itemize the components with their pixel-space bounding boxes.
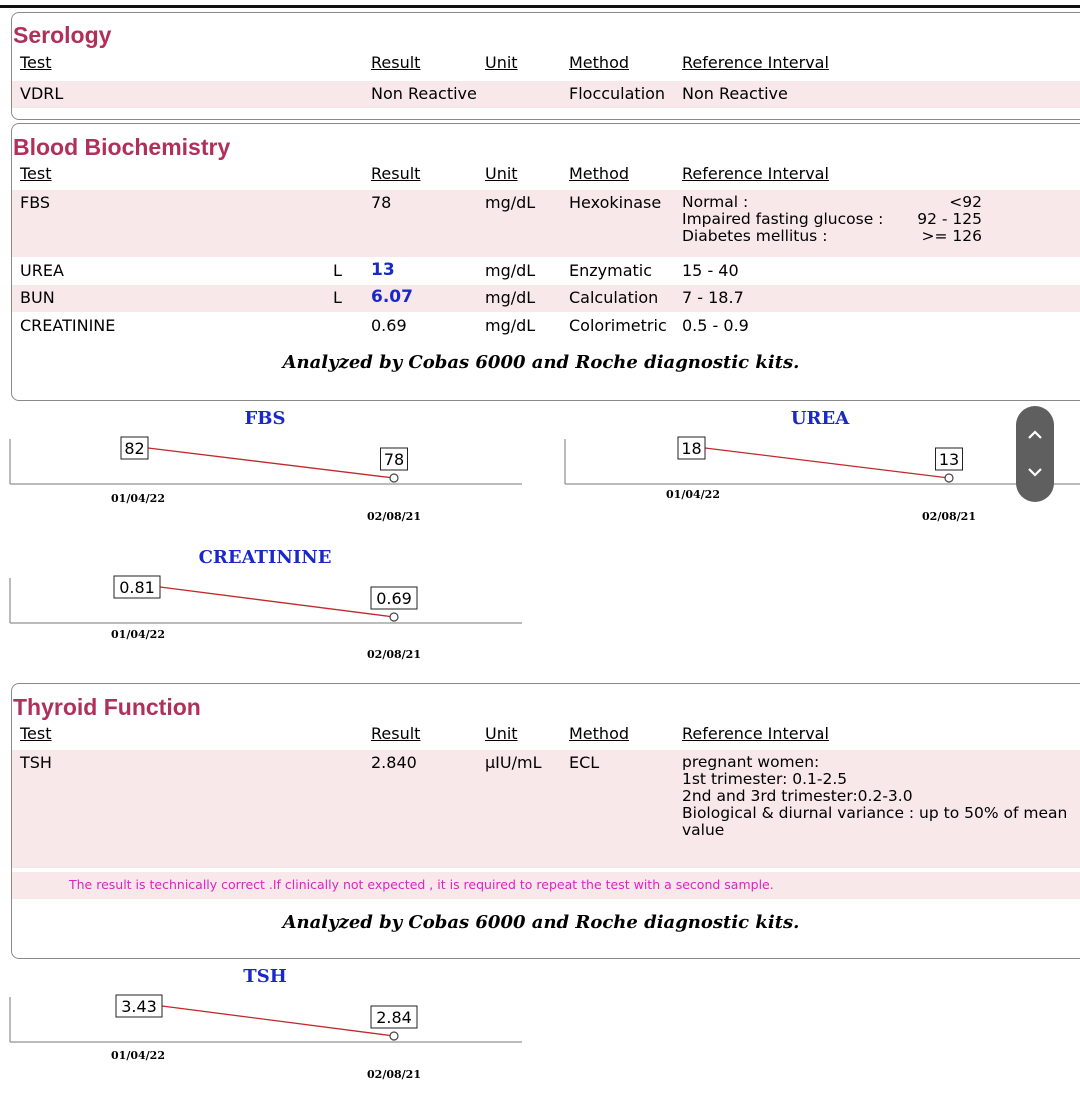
value-label: 0.81: [119, 578, 155, 597]
ref-label: Diabetes mellitus :: [682, 227, 828, 245]
value-label: 82: [124, 439, 145, 458]
analyzer-footer: Analyzed by Cobas 6000 and Roche diagnostic kits.: [282, 912, 800, 933]
chart-title: CREATININE: [198, 547, 332, 568]
tsh-trend-chart: [0, 962, 530, 1084]
scroll-down-button[interactable]: [1016, 452, 1054, 492]
chevron-down-icon: [1027, 466, 1043, 478]
method: ECL: [569, 753, 600, 772]
table-header: [12, 164, 1080, 188]
unit: mg/dL: [485, 193, 536, 212]
value-label: 2.84: [376, 1008, 412, 1027]
reference-interval: Non Reactive: [682, 84, 788, 103]
date-label: 02/08/21: [922, 510, 976, 523]
table-row-creatinine: [12, 313, 1080, 340]
low-flag: L: [333, 261, 342, 280]
date-label: 01/04/22: [111, 628, 165, 641]
unit: mg/dL: [485, 316, 536, 335]
table-row-urea: [12, 258, 1080, 285]
trend-line: [160, 587, 394, 617]
header-test: Test: [20, 164, 52, 183]
table-row-fbs: [12, 190, 1080, 257]
method: Calculation: [569, 288, 659, 307]
value-label: 78: [383, 450, 405, 469]
unit: mg/dL: [485, 261, 536, 280]
reference-interval: 7 - 18.7: [682, 288, 744, 307]
ref-line: pregnant women:: [682, 753, 820, 771]
reference-interval: [682, 194, 982, 245]
ref-line: 1st trimester: 0.1-2.5: [682, 770, 848, 788]
unit: µIU/mL: [485, 753, 542, 772]
header-result: Result: [371, 164, 421, 183]
reference-interval: [682, 754, 1067, 839]
header-method: Method: [569, 724, 630, 743]
serology-panel: [11, 12, 1080, 120]
ref-label: Normal :: [682, 193, 749, 211]
value-label: 3.43: [121, 997, 157, 1016]
scroll-widget: [1016, 406, 1054, 502]
header-reference: Reference Interval: [682, 164, 829, 183]
method: Enzymatic: [569, 261, 653, 280]
ref-line: value: [682, 821, 725, 839]
ref-value: 92 - 125: [917, 210, 982, 228]
trend-line: [162, 1006, 394, 1036]
reference-interval: 15 - 40: [682, 261, 739, 280]
test-name: FBS: [20, 193, 51, 212]
top-border: [0, 0, 1080, 8]
result-value: Non Reactive: [371, 84, 477, 103]
header-unit: Unit: [485, 53, 518, 72]
section-title: Serology: [13, 22, 112, 48]
value-label: 18: [681, 439, 702, 458]
fbs-trend-chart: [0, 404, 530, 526]
note-text: The result is technically correct .If clinically not expected , it is required to repeat the test with a second sample.: [69, 877, 774, 892]
trend-line: [148, 448, 394, 478]
data-point: [390, 613, 398, 621]
chart-title: TSH: [243, 966, 287, 987]
biochemistry-panel: [11, 123, 1080, 401]
ref-line: 2nd and 3rd trimester:0.2-3.0: [682, 787, 913, 805]
chart-title: FBS: [244, 408, 286, 429]
thyroid-panel: [11, 683, 1080, 959]
test-name: TSH: [20, 753, 52, 772]
date-label: 01/04/22: [666, 488, 720, 501]
test-name: VDRL: [20, 84, 64, 103]
header-method: Method: [569, 53, 630, 72]
reference-interval: 0.5 - 0.9: [682, 316, 749, 335]
date-label: 02/08/21: [367, 1068, 421, 1081]
test-name: CREATININE: [20, 316, 116, 335]
ref-value: >= 126: [921, 227, 982, 245]
section-title: Thyroid Function: [13, 694, 201, 720]
chart-title: UREA: [790, 408, 850, 429]
ref-value: <92: [949, 193, 982, 211]
header-result: Result: [371, 724, 421, 743]
value-label: 0.69: [376, 589, 412, 608]
date-label: 01/04/22: [111, 492, 165, 505]
trend-line: [705, 448, 949, 478]
scroll-up-button[interactable]: [1016, 414, 1054, 454]
date-label: 02/08/21: [367, 648, 421, 661]
table-row-bun: [12, 285, 1080, 312]
header-unit: Unit: [485, 724, 518, 743]
test-name: UREA: [20, 261, 64, 280]
result-value: 6.07: [371, 287, 413, 307]
test-name: BUN: [20, 288, 55, 307]
table-header: [12, 53, 1080, 77]
unit: mg/dL: [485, 288, 536, 307]
data-point: [390, 1032, 398, 1040]
date-label: 01/04/22: [111, 1049, 165, 1062]
method: Colorimetric: [569, 316, 667, 335]
table-header: [12, 724, 1080, 748]
table-row-tsh: [12, 750, 1080, 868]
table-row: [12, 81, 1080, 108]
header-method: Method: [569, 164, 630, 183]
creatinine-trend-chart: [0, 543, 530, 665]
result-value: 78: [371, 193, 392, 212]
result-value: 13: [371, 260, 395, 280]
result-value: 2.840: [371, 753, 417, 772]
method: Flocculation: [569, 84, 666, 103]
header-test: Test: [20, 53, 52, 72]
ref-line: Biological & diurnal variance : up to 50% of mean: [682, 804, 1068, 822]
method: Hexokinase: [569, 193, 662, 212]
header-reference: Reference Interval: [682, 53, 829, 72]
date-label: 02/08/21: [367, 510, 421, 523]
data-point: [390, 474, 398, 482]
ref-label: Impaired fasting glucose :: [682, 210, 884, 228]
header-test: Test: [20, 724, 52, 743]
data-point: [945, 474, 953, 482]
urea-trend-chart: [555, 404, 1080, 526]
repeat-test-note: [12, 872, 1080, 899]
analyzer-footer: Analyzed by Cobas 6000 and Roche diagnostic kits.: [282, 352, 800, 373]
header-result: Result: [371, 53, 421, 72]
value-label: 13: [938, 450, 960, 469]
result-value: 0.69: [371, 316, 407, 335]
section-title: Blood Biochemistry: [13, 134, 231, 160]
low-flag: L: [333, 288, 342, 307]
chevron-up-icon: [1027, 428, 1043, 440]
header-unit: Unit: [485, 164, 518, 183]
header-reference: Reference Interval: [682, 724, 829, 743]
